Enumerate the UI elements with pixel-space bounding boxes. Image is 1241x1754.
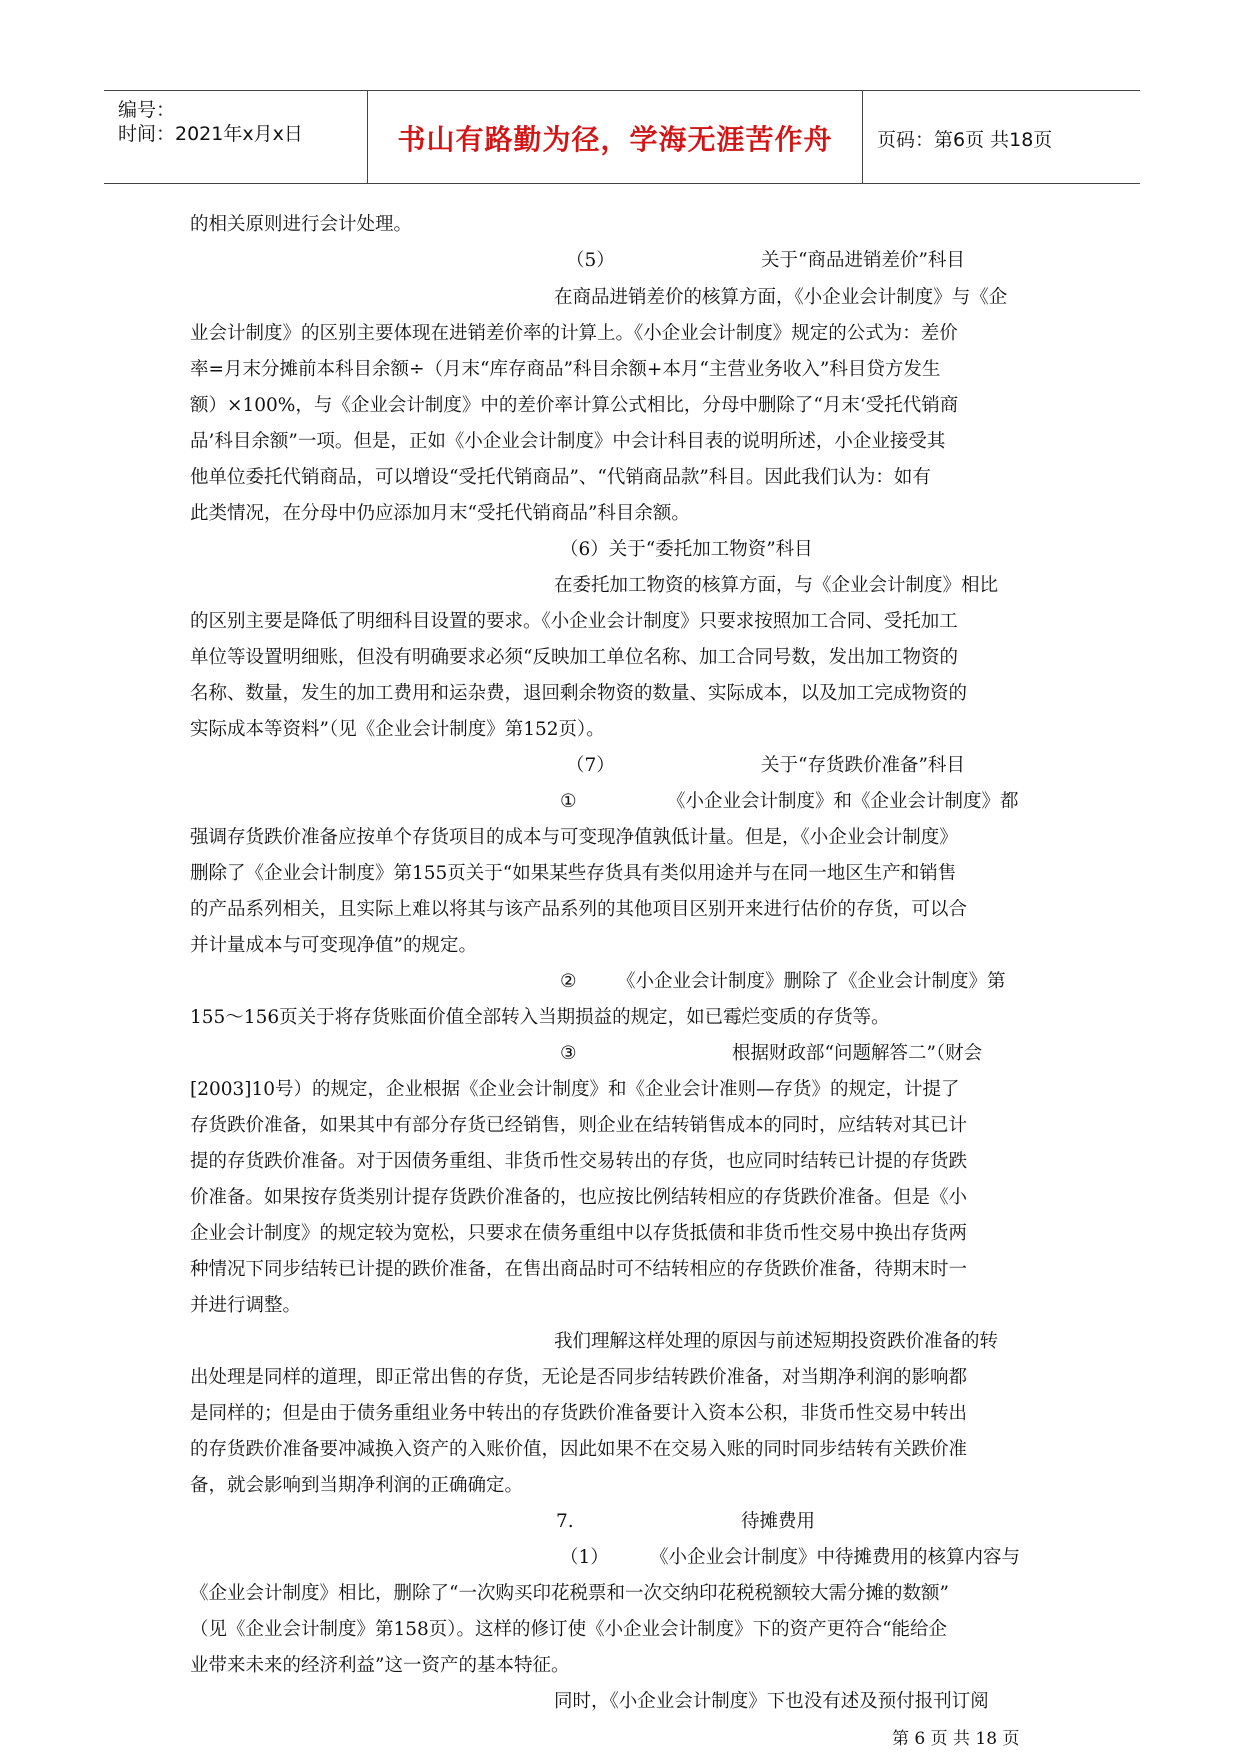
header-page-number: 页码：第6页 共18页	[877, 129, 1053, 151]
document-header	[104, 90, 1140, 184]
paragraph-line: 名称、数量，发生的加工费用和运杂费，退回剩余物资的数量、实际成本，以及加工完成物资的	[190, 683, 968, 704]
paragraph-line: 《小企业会计制度》中待摊费用的核算内容与	[650, 1547, 1021, 1568]
paragraph-line: 的存货跌价准备要冲减换入资产的入账价值，因此如果不在交易入账的同时同步结转有关跌价准	[190, 1439, 968, 1460]
document-time-label: 时间：2021年x月x日	[118, 123, 303, 145]
paragraph-line: 业带来未来的经济利益”这一资产的基本特征。	[190, 1655, 570, 1676]
paragraph-line: 我们理解这样处理的原因与前述短期投资跌价准备的转	[554, 1331, 999, 1352]
section-number: （7）	[566, 755, 615, 776]
paragraph-line: 的区别主要是降低了明细科目设置的要求。《小企业会计制度》只要求按照加工合同、受托加工	[190, 611, 958, 632]
paragraph-line: 存货跌价准备，如果其中有部分存货已经销售，则企业在结转销售成本的同时，应结转对其已计	[190, 1115, 968, 1136]
paragraph-line: 的产品系列相关，且实际上难以将其与该产品系列的其他项目区别开来进行估价的存货，可以合	[190, 899, 968, 920]
paragraph-line: 品’科目余额”一项。但是，正如《小企业会计制度》中会计科目表的说明所述，小企业接受其	[190, 431, 946, 452]
section-heading: （6）关于“委托加工物资”科目	[560, 539, 813, 560]
paragraph-line: 企业会计制度》的规定较为宽松，只要求在债务重组中以存货抵债和非货币性交易中换出存货两	[190, 1223, 968, 1244]
section-number: 7.	[556, 1511, 574, 1532]
paragraph-line: 强调存货跌价准备应按单个存货项目的成本与可变现净值孰低计量。但是，《小企业会计制度》	[190, 827, 958, 848]
paragraph-line: 额）×100%，与《企业会计制度》中的差价率计算公式相比，分母中删除了“月末‘受托代销商	[190, 395, 959, 416]
section-number: （1）	[560, 1547, 609, 1568]
paragraph-line: 并进行调整。	[190, 1295, 302, 1316]
paragraph-line: 删除了《企业会计制度》第155页关于“如果某些存货具有类似用途并与在同一地区生产和销售	[190, 863, 957, 884]
paragraph-line: 《小企业会计制度》和《企业会计制度》都	[667, 791, 1019, 812]
paragraph-line: （见《企业会计制度》第158页）。这样的修订使《小企业会计制度》下的资产更符合“能给企	[190, 1619, 948, 1640]
paragraph-line: 种情况下同步结转已计提的跌价准备，在售出商品时可不结转相应的存货跌价准备，待期末时一	[190, 1259, 968, 1280]
paragraph-line: 业会计制度》的区别主要体现在进销差价率的计算上。《小企业会计制度》规定的公式为：差价	[190, 323, 958, 344]
paragraph-line: 并计量成本与可变现净值”的规定。	[190, 935, 477, 956]
paragraph-line: 提的存货跌价准备。对于因债务重组、非货币性交易转出的存货，也应同时结转已计提的存货跌	[190, 1151, 968, 1172]
item-marker: ①	[560, 791, 577, 812]
section-heading: 待摊费用	[741, 1511, 816, 1532]
paragraph-line: 价准备。如果按存货类别计提存货跌价准备的，也应按比例结转相应的存货跌价准备。但是《小	[190, 1187, 968, 1208]
paragraph-line: 在委托加工物资的核算方面，与《企业会计制度》相比	[554, 575, 999, 596]
paragraph-line: 此类情况，在分母中仍应添加月末“受托代销商品”科目余额。	[190, 503, 690, 524]
paragraph-line: [2003]10号）的规定，企业根据《企业会计制度》和《企业会计准则—存货》的规定，计提了	[190, 1079, 960, 1100]
paragraph-line: 同时，《小企业会计制度》下也没有述及预付报刊订阅	[554, 1691, 989, 1712]
section-heading: 关于“商品进销差价”科目	[761, 250, 965, 271]
header-meta-cell	[104, 91, 366, 183]
paragraph-line: 《企业会计制度》相比，删除了“一次购买印花税票和一次交纳印花税税额较大需分摊的数额”	[190, 1583, 949, 1604]
paragraph-line: 实际成本等资料”（见《企业会计制度》第152页）。	[190, 719, 605, 740]
header-page-cell	[863, 91, 1140, 183]
header-motto: 书山有路勤为径，学海无涯苦作舟	[397, 123, 833, 156]
paragraph-line: 《小企业会计制度》删除了《企业会计制度》第	[617, 971, 1006, 992]
paragraph-line: 他单位委托代销商品，可以增设“受托代销商品”、“代销商品款”科目。因此我们认为：如有	[190, 467, 931, 488]
paragraph-line: 率=月末分摊前本科目余额÷（月末“库存商品”科目余额+本月“主营业务收入”科目贷方发生	[190, 359, 941, 380]
paragraph-line: 根据财政部“问题解答二”（财会	[732, 1043, 983, 1064]
section-heading: 关于“存货跌价准备”科目	[761, 755, 965, 776]
paragraph-line: 单位等设置明细账，但没有明确要求必须“反映加工单位名称、加工合同号数，发出加工物资的	[190, 647, 958, 668]
paragraph-line: 是同样的；但是由于债务重组业务中转出的存货跌价准备要计入资本公积，非货币性交易中转出	[190, 1403, 968, 1424]
section-number: （5）	[566, 250, 615, 271]
text-line: 的相关原则进行会计处理。	[190, 214, 413, 235]
document-number-label: 编号：	[118, 99, 176, 121]
item-marker: ③	[560, 1043, 577, 1064]
paragraph-line: 备，就会影响到当期净利润的正确确定。	[190, 1475, 524, 1496]
item-marker: ②	[560, 971, 577, 992]
paragraph-line: 出处理是同样的道理，即正常出售的存货，无论是否同步结转跌价准备，对当期净利润的影响都	[190, 1367, 968, 1388]
paragraph-line: 155～156页关于将存货账面价值全部转入当期损益的规定，如已霉烂变质的存货等。	[190, 1007, 890, 1028]
paragraph-line: 在商品进销差价的核算方面，《小企业会计制度》与《企	[554, 287, 1008, 308]
page-footer: 第 6 页 共 18 页	[892, 1729, 1020, 1749]
header-motto-cell	[367, 91, 863, 183]
